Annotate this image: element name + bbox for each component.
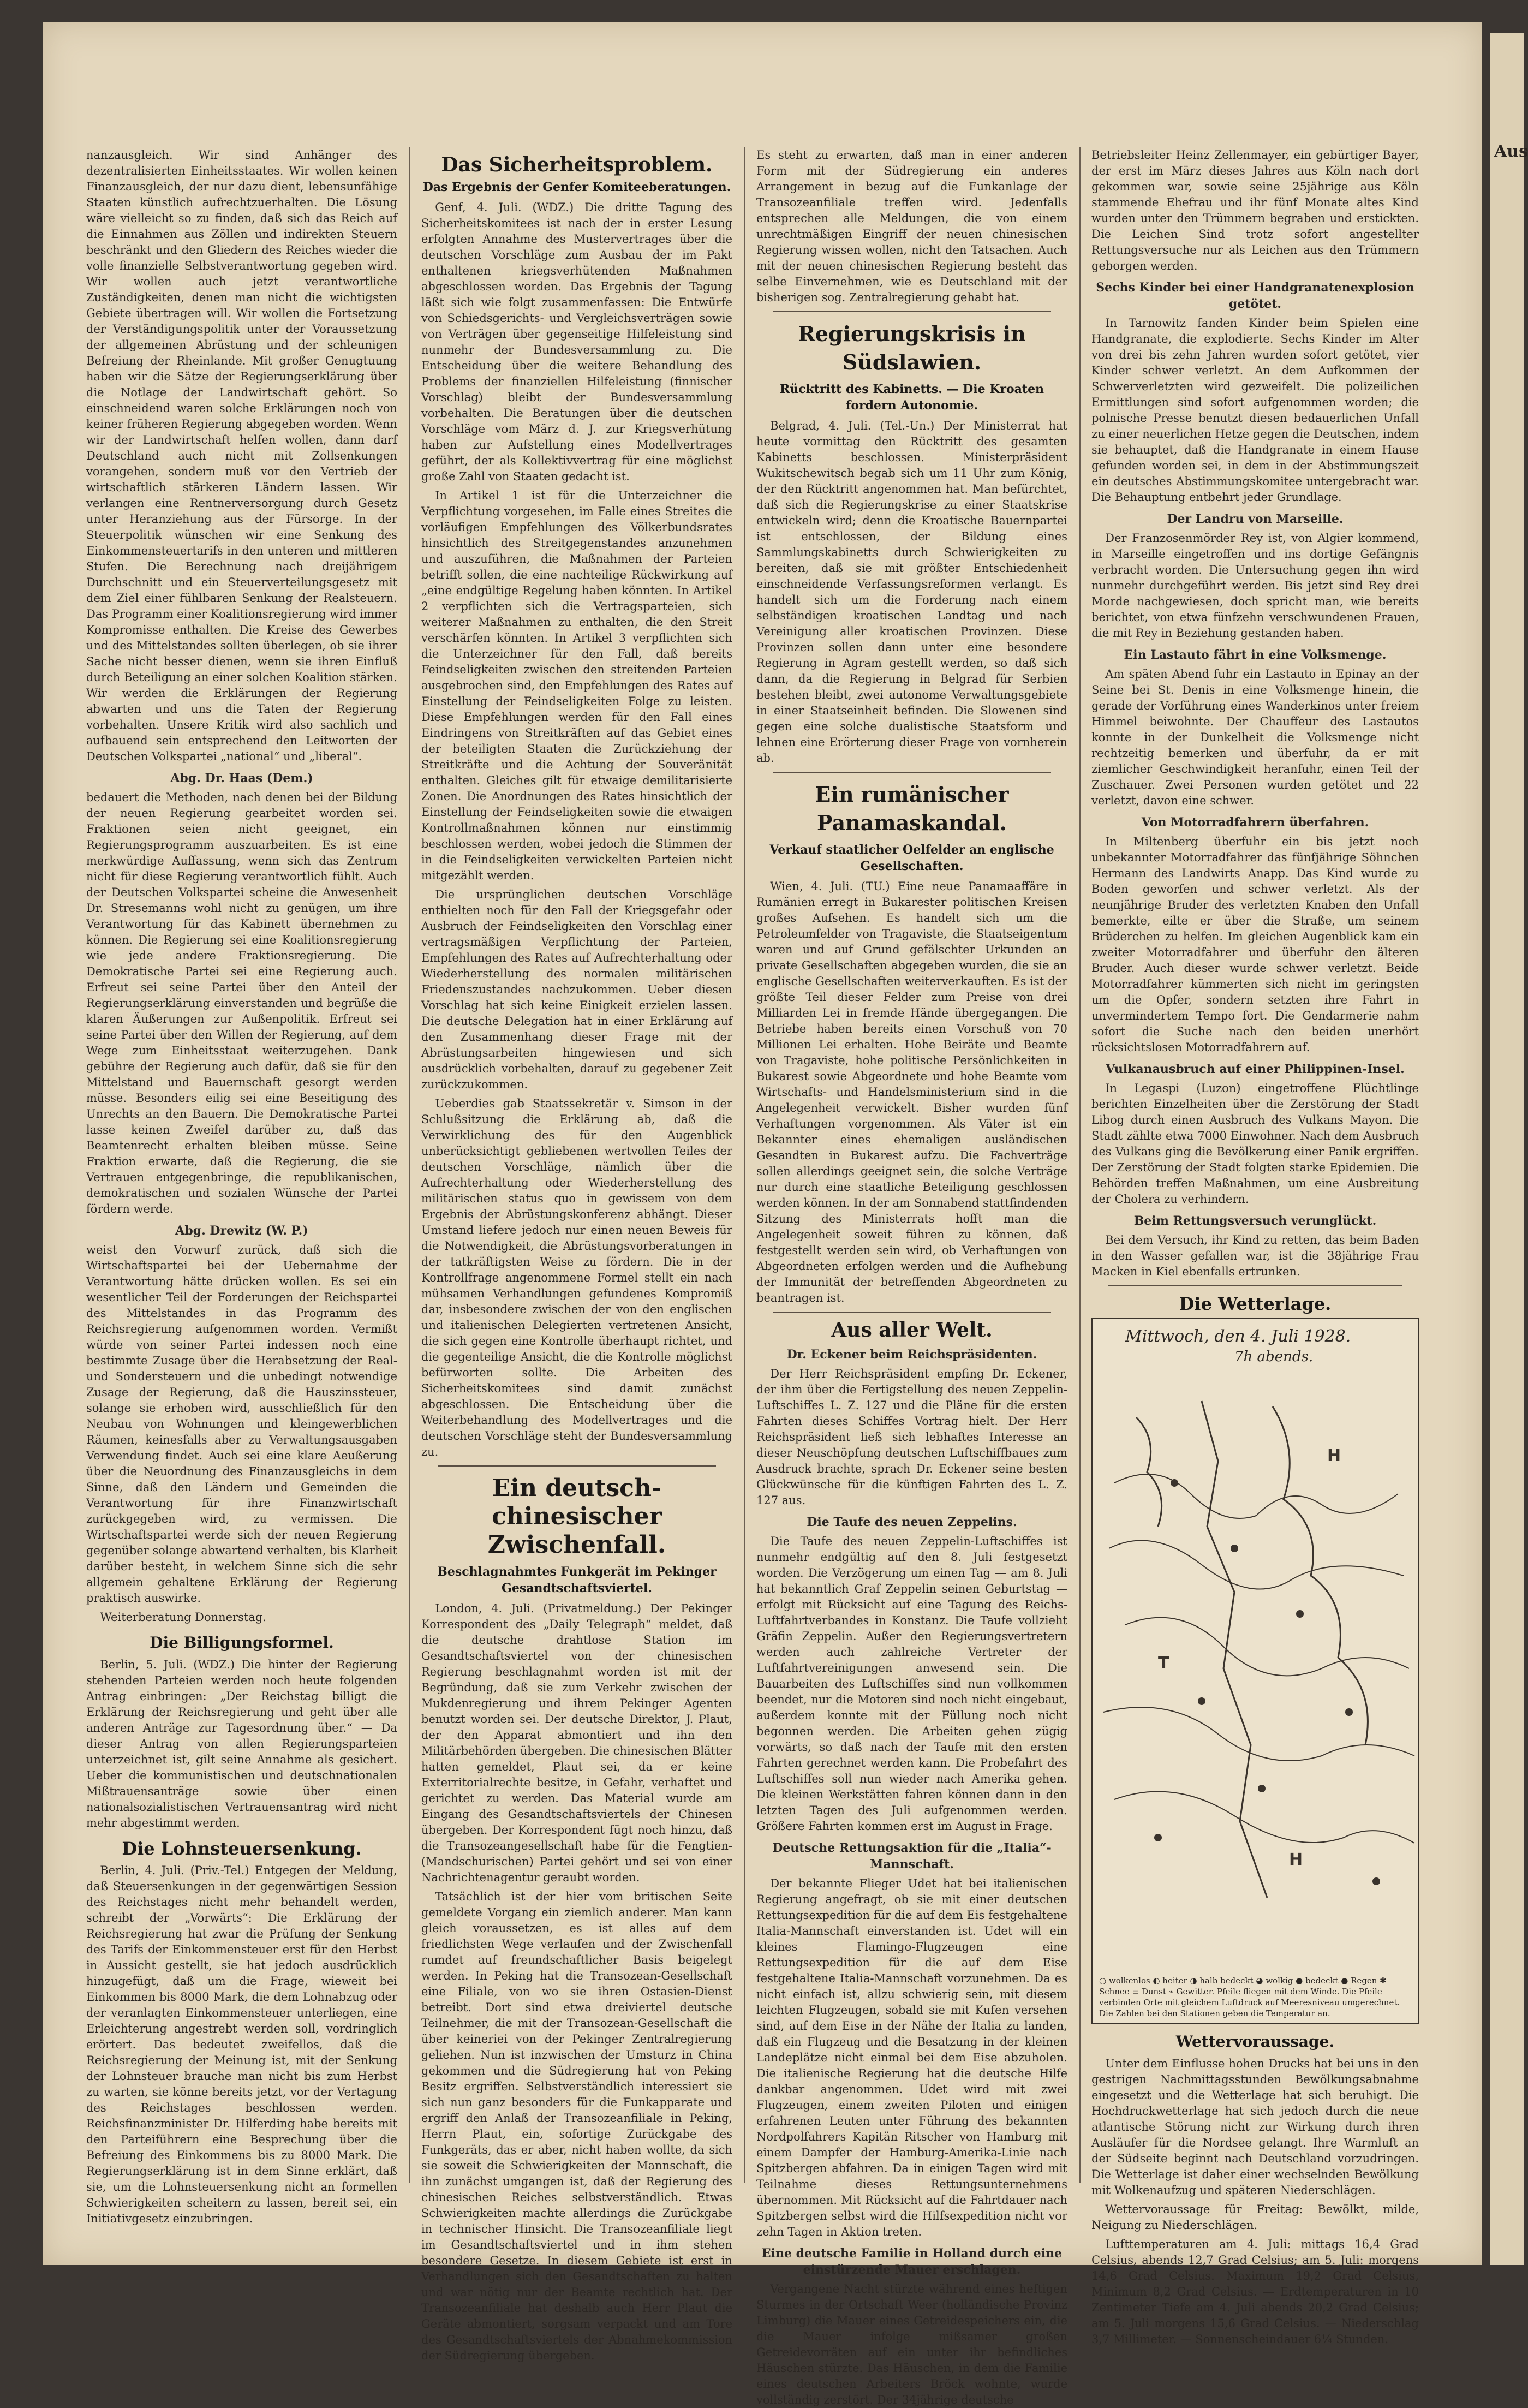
map-title: Mittwoch, den 4. Juli 1928.: [1125, 1327, 1351, 1346]
article-text: Unter dem Einflusse hohen Drucks hat bei uns in den gestrigen Nachmittagsstunden Bewölkungsabnahme eingesetzt und die Wetterlage hat sich beruhigt. Die Hochdruckwetterlage hat sich jedoch durch die neue atlantische Störung nicht zur Wirkung durch ihren Ausläufer für die Nordsee gelangt. Ihre Warmluft an der Südseite beginnt nach Deutschland vorzudringen. Die Wetterlage ist daher einer wechselnden Bewölkung mit Wolkenaufzug und späteren Niederschlägen.: [1091, 2057, 1419, 2197]
article-text: Der bekannte Flieger Udet hat bei italienischen Regierung angefragt, ob sie mit einer deutschen Rettungsexpedition für die auf dem Eis festgehaltene Italia-Mannschaft einverstanden ist. Udet will ein kleines Flamingo-Flugzeugen eine Rettungsexpedition für die auf dem Eise festgehaltene Italia-Mannschaft vorzunehmen. Da es nicht einfach ist, allzu schwierig sein, mit diesem leichten Flugzeugen, sobald sie mit Kufen versehen sind, auf dem Eise in der Nähe der Italia zu landen, daß ein Flugzeug und die Besatzung in der kleinen Landeplätze nicht einmal bei dem Eise abzuholen. Die italienische Regierung hat die deutsche Hilfe dankbar angenommen. Udet wird mit zwei Flugzeugen, einem zweiten Piloten und einigen erfahrenen Leuten unter Führung des bekannten Nordpolfahrers Kapitän Ritscher von Hamburg mit einem Dampfer der Hamburg-Amerika-Linie nach Spitzbergen abfahren. Da in einigen Tagen wird mit Teilnahme dieses Rettungsunternehmens übernommen. Mit Rücksicht auf die Fahrtdauer nach Spitzbergen selbst wird die Hilfsexpedition nicht vor zehn Tagen in Aktion treten.: [756, 1877, 1067, 2238]
news-heading: Dr. Eckener beim Reichspräsidenten.: [786, 1348, 1037, 1362]
news-heading: Der Landru von Marseille.: [1167, 512, 1344, 526]
news-heading: Vulkanausbruch auf einer Philippinen-Insel.: [1106, 1062, 1405, 1076]
article-text: In Miltenberg überfuhr ein bis jetzt noch unbekannter Motorradfahrer das fünfjährige Söhnchen Hermann des Landwirts Anapp. Das Kind wurde zu Boden geworfen und schwer verletzt. Als der neunjährige Bruder des verletzten Knaben den Unfall bemerkte, eilte er über die Straße, um seinem Brüderchen zu helfen. Im gleichen Augenblick kam ein zweiter Motorradfahrer und überfuhr den älteren Bruder. Auch dieser wurde schwer verletzt. Beide Motorradfahrer kümmerten sich nicht im geringsten um die Opfer, sondern setzten ihre Fahrt in unvermindertem Tempo fort. Die Gendarmerie nahm sofort die Suche nach den beiden unerhört rücksichtslosen Motorradfahrern auf.: [1091, 835, 1419, 1054]
news-heading: Von Motorradfahrern überfahren.: [1141, 815, 1369, 830]
section-headline: Aus aller Welt.: [831, 1319, 993, 1342]
article-text: Genf, 4. Juli. (WDZ.) Die dritte Tagung des Sicherheitskomitees ist nach der in erster Lesung erfolgten Annahme des Mustervertrages über die deutschen Vorschläge zum Ausbau der im Pakt enthaltenen kriegsverhütenden Maßnahmen abgeschlossen worden. Das Ergebnis der Tagung läßt sich wie folgt zusammenfassen: Die Entwürfe von Schiedsgerichts- und Vergleichsverträgen sowie von Verträgen über gegenseitige Hilfeleistung sind nunmehr der Bundesversammlung zu. Die Entscheidung über die weitere Behandlung des Problems der finanziellen Hilfeleistung (finnischer Vorschlag) bleibt der Bundesversammlung vorbehalten. Die Beratungen über die deutschen Vorschläge vom März d. J. zur Kriegsverhütung haben zur Aufstellung eines Modellvertrages geführt, der als Kollektivvertrag für eine möglichst große Zahl von Staaten gedacht ist.: [421, 201, 732, 483]
map-low-marker: T: [1158, 1654, 1169, 1673]
divider: [1108, 1285, 1402, 1286]
divider: [773, 311, 1051, 312]
news-heading: Sechs Kinder bei einer Handgranatenexplosion getötet.: [1096, 281, 1414, 311]
column-4: [1091, 147, 1419, 2346]
column-rule: [1079, 147, 1081, 2183]
article-text: Tatsächlich ist der hier vom britischen Seite gemeldete Vorgang ein ziemlich anderer. Man kann gleich voraussetzen, es ist alles auf dem friedlichsten Wege verlaufen und der Zwischenfall rumdet auf freundschaftlicher Basis beigelegt werden. In Peking hat die Transozean-Gesellschaft eine Filiale, von wo sie ihren Ostasien-Dienst betreibt. Dort sind etwa dreiviertel deutsche Teilnehmer, die mit der Transozean-Gesellschaft die über keineriei von der Pekinger Zentralregierung geliehen. Nun ist inzwischen der Umsturz in China gekommen und die Südregierung hat von Peking Besitz ergriffen. Selbstverständlich interessiert sie sich nun ganz besonders für die Funkapparate und ergriff den Anlaß der Transozeanfiliale in Peking, Herrn Plaut, ein, sofortige Zurückgabe des Funkgeräts, das er aber, nicht haben wollte, da sich sie soweit die Schwierigkeiten der Mannschaft, die ihn zunächst umgangen ist, daß der Regierung des chinesischen Reiches selbstverständlich. Etwas Schwierigkeiten machte allerdings die Zurückgabe in technischer Hinsicht. Die Transozeanfiliale liegt im Gesandtschaftsviertel und in ihm stehen besondere Gesetze. In diesem Gebiete ist erst in Verhandlungen sich den Gesandtschaften zu halten und war nötig nur der Beamte rechtlich hat. Der Transozeanfiliale hat deshalb auch Herr Plaut die Geräte abmontiert, sorgsam verpackt und am Tore des Gesandtschaftsviertels der Abnahmekommission der Südregierung übergeben.: [421, 1890, 732, 2362]
article-text: Betriebsleiter Heinz Zellenmayer, ein gebürtiger Bayer, der erst im März dieses Jahres aus Köln nach dort gekommen war, sowie seine 25jährige aus Köln stammende Ehefrau und ihr fünf Monate altes Kind wurden unter den Trümmern begraben und erstickten. Die Leichen Sind trotz sofort angestellter Rettungsversuche nur als Leichen aus den Trümmern geborgen werden.: [1091, 148, 1419, 272]
column-2: [421, 147, 732, 2362]
article-text: weist den Vorwurf zurück, daß sich die Wirtschaftspartei bei der Uebernahme der Verantwortung hätte drücken wollen. Es sei ein wesentlicher Teil der Forderungen der Reichspartei des Mittelstandes in das Programm des Reichsregierung aufgenommen worden. Vermißt würde von seiner Partei indessen noch eine bestimmte Zusage über die Herabsetzung der Real- und Sondersteuern und die unbedingt notwendige Zusage der Regierung, daß die Hauszinssteuer, solange sie erhoben wird, ausschließlich für den Neubau von Wohnungen und kleingewerblichen Räumen, keinesfalls aber zu Verwaltungsausgaben Verwendung findet. Auch sei eine klare Aeußerung über die Neuordnung des Finanzausgleichs in dem Sinne, daß den Ländern und Gemeinden die Verantwortung für ihre Finanzwirtschaft zurückgegeben wird, zu vermissen. Die Wirtschaftspartei werde sich der neuen Regierung gegenüber solange abwartend verhalten, bis Klarheit darüber besteht, in welchem Sinne sich die sehr allgemein gehaltene Erklärung der Regierung praktisch auswirke.: [86, 1243, 397, 1605]
article-text: Ueberdies gab Staatssekretär v. Simson in der Schlußsitzung die Erklärung ab, daß die Verwirklichung des für den Augenblick unberücksichtigt gebliebenen wertvollen Teiles der deutschen Vorschläge, nämlich über die Aufrechterhaltung oder Wiederherstellung des militärischen status quo in gewissem von dem Ergebnis der Abrüstungskonferenz abhängt. Dieser Umstand liefere jedoch nur einen neuen Beweis für die Notwendigkeit, die Abrüstungsvorberatungen in der tatkräftigsten Weise zu fördern. Die in der Kontrollfrage angenommene Formel stellt ein nach mühsamen Verhandlungen gefundenes Kompromiß dar, insbesondere zwischen der von den englischen und italienischen Delegierten vertretenen Ansicht, die sich gegen eine Kontrolle überhaupt richtet, und die gegenteilige Ansicht, die die Kontrolle möglichst befürworten sollte. Die Arbeiten des Sicherheitskomitees sind damit zunächst abgeschlossen. Die Entscheidung über die Weiterbehandlung des Modellvertrages und die deutschen Vorschläge steht der Bundesversammlung zu.: [421, 1097, 732, 1458]
map-high-marker: H: [1289, 1850, 1303, 1869]
divider: [773, 1312, 1051, 1313]
article-text: Der Herr Reichspräsident empfing Dr. Eckener, der ihm über die Fertigstellung des neuen Zeppelin-Luftschiffes L. Z. 127 und die Pläne für die ersten Fahrten dieses Schiffes Vortrag hielt. Der Herr Reichspräsident ließ sich lebhaftes Interesse an dieser Neuschöpfung deutschen Luftschiffbaues zum Ausdruck brachte, sprach Dr. Eckener seine besten Glückwünsche für die künftigen Fahrten des L. Z. 127 aus.: [756, 1367, 1067, 1507]
speaker-heading: Abg. Drewitz (W. P.): [175, 1224, 308, 1238]
news-heading: Deutsche Rettungsaktion für die „Italia“-Mannschaft.: [772, 1841, 1052, 1871]
article-text: Berlin, 5. Juli. (WDZ.) Die hinter der Regierung stehenden Parteien werden noch heute folgenden Antrag einbringen: „Der Reichstag billigt die Erklärung der Reichsregierung und geht über alle anderen Anträge zur Tagesordnung über.“ — Da dieser Antrag von allen Regierungsparteien unterzeichnet ist, gilt seine Annahme als gesichert. Ueber die kommunistischen und deutschnationalen Mißtrauensanträge sowie über einen nationalsozialistischen Vertrauensantrag wird nicht mehr abgestimmt werden.: [86, 1658, 397, 1829]
news-heading: Ein Lastauto fährt in eine Volksmenge.: [1124, 648, 1387, 662]
map-subtitle: 7h abends.: [1234, 1349, 1314, 1365]
article-subheadline: Beschlagnahmtes Funkgerät im Pekinger Gesandtschaftsviertel.: [437, 1565, 717, 1595]
article-text: Die ursprünglichen deutschen Vorschläge enthielten noch für den Fall der Kriegsgefahr oder Ausbruch der Feindseligkeiten den Vorschlag einer vertragsmäßigen Verpflichtung der Parteien, Empfehlungen des Rates auf Aufrechterhaltung oder Wiederherstellung des normalen militärischen Friedenszustandes nachzukommen. Ueber diesen Vorschlag hat sich keine Einigkeit erzielen lassen. Die deutsche Delegation hat in einer Erklärung auf den Zusammenhang dieser Frage mit der Abrüstungsarbeiten hingewiesen und sich ausdrücklich vorbehalten, darauf zu gegebener Zeit zurückzukommen.: [421, 888, 732, 1091]
article-text: London, 4. Juli. (Privatmeldung.) Der Pekinger Korrespondent des „Daily Telegraph“ meldet, daß die deutsche drahtlose Station im Gesandtschaftsviertel von der chinesischen Regierung beschlagnahmt worden ist mit der Begründung, daß sie zum Verkehr zwischen der Mukdenregierung und ihrem Pekinger Agenten benutzt worden sei. Der deutsche Direktor, J. Plaut, der den Apparat abmontiert und ihn den Militärbehörden übergeben. Die chinesischen Blätter hatten gemeldet, Plaut sei, da er keine Exterritorialrechte besitze, in Gefahr, verhaftet und gerichtet zu werden. Das Material wurde am Eingang des Gesandtschaftsviertels der Chinesen übergeben. Der Korrespondent fügt noch hinzu, daß die Transozeangesellschaft habe für die Fengtien- (Mandschurischen) Partei gehört und sei von einer Nachrichtenagentur geraubt worden.: [421, 1602, 732, 1884]
article-text: Die Taufe des neuen Zeppelin-Luftschiffes ist nunmehr endgültig auf den 8. Juli festgesetzt worden. Die Verzögerung um einen Tag — am 8. Juli hat bekanntlich Graf Zeppelin seinen Geburtstag — erfolgt mit Rücksicht auf eine Tagung des Reichs-Luftfahrtverbandes in Konstanz. Die Taufe vollzieht Gräfin Zeppelin. Außer den Regierungsvertretern werden auch zahlreiche Vertreter der Luftfahrtvereinigungen anwesend sein. Die Bauarbeiten des Luftschiffes sind nun vollkommen beendet, nur die Motoren sind noch nicht eingebaut, außerdem konnte mit der Füllung noch nicht begonnen werden. Die Arbeiten gehen zügig vorwärts, so daß nach der Taufe mit den ersten Fahrten gerechnet werden kann. Die Probefahrt des Luftschiffes soll nun wieder nach Amerika gehen. Die kleinen Werkstätten fahren können dann in den letzten Tagen des Juli aufgenommen werden. Größere Fahrten kommen erst im August in Frage.: [756, 1535, 1067, 1833]
news-heading: Eine deutsche Familie in Holland durch eine einstürzende Mauer erschlagen.: [761, 2246, 1063, 2277]
divider: [438, 1465, 716, 1467]
article-text: In Artikel 1 ist für die Unterzeichner die Verpflichtung vorgesehen, im Falle eines Streites die vorläufigen Empfehlungen des Völkerbundsrates hinsichtlich des Streitgegenstandes anzunehmen und auszuführen, die Maßnahmen der Parteien betrifft sollen, die eine nachteilige Rückwirkung auf „eine endgültige Regelung haben könnten. In Artikel 2 verpflichten sich die Vertragsparteien, sich weiterer Maßnahmen zu enthalten, die den Streit verschärfen könnten. In Artikel 3 verpflichten sich die Unterzeichner für den Fall, daß bereits Feindseligkeiten zwischen den streitenden Parteien ausgebrochen sind, den Empfehlungen des Rates auf Einstellung der Feindseligkeiten Folge zu leisten. Diese Empfehlungen werden für den Fall eines Eindringens von Streitkräften auf das Gebiet eines der beteiligten Staaten die Zurückziehung der Streitkräfte und die Achtung der Souveränität enthalten. Gleiches gilt für etwaige demilitarisierte Zonen. Die Anordnungen des Rates hinsichtlich der Einstellung der Feindseligkeiten sowie die etwaigen Kontrollmaßnahmen können nur einstimmig beschlossen werden, wobei jedoch die Stimmen der in die Feindseligkeiten verwickelten Parteien nicht mitgezählt werden.: [421, 489, 732, 882]
article-subheadline: Verkauf staatlicher Oelfelder an englische Gesellschaften.: [769, 843, 1054, 873]
article-subheadline: Das Ergebnis der Genfer Komiteeberatungen.: [422, 180, 731, 194]
article-text: Berlin, 4. Juli. (Priv.-Tel.) Entgegen der Meldung, daß Steuersenkungen in der gegenwärtigen Session des Reichstages nicht mehr behandelt werden, schreibt der „Vorwärts“: Die Erklärung der Reichsregierung hat zwar die Prüfung der Senkung des Tarifs der Einkommensteuer erst für den Herbst in Aussicht gestellt, sie hat jedoch ausdrücklich hinzugefügt, daß um die Frage, wieweit bei Einkommen bis 8000 Mark, die dem Lohnabzug oder der veranlagten Einkommensteuer unterliegen, eine Erleichterung angestrebt werden soll, vordringlich erörtert. Das bedeutet zweifellos, daß die Reichsregierung der Meinung ist, mit der Senkung der Lohnsteuer brauche man nicht bis zum Herbst zu warten, sie könne bereits jetzt, vor der Vertagung des Reichstages beschlossen werden. Reichsfinanzminister Dr. Hilferding habe bereits mit den Parteiführern eine Besprechung über die Befreiung des Einkommens bis zu 8000 Mark. Die Regierungserklärung ist in dem Sinne erklärt, daß sie, um die Lohnsteuersenkung nicht an formellen Schwierigkeiten scheitern zu lassen, bereit sei, ein Initiativgesetz einzubringen.: [86, 1864, 397, 2225]
article-headline: Ein deutsch-chinesischer Zwischenfall.: [487, 1474, 666, 1559]
weather-map: [1091, 1318, 1419, 2024]
article-headline: Die Lohnsteuersenkung.: [122, 1838, 362, 1859]
column-rule: [744, 147, 745, 2183]
article-text: Der Franzosenmörder Rey ist, von Algier kommend, in Marseille eingetroffen und ins dortige Gefängnis verbracht worden. Die Untersuchung gegen ihn wird nunmehr durchgeführt werden. Bis jetzt sind Rey drei Morde nachgewiesen, doch spricht man, wie bereits berichtet, von etwa fünfzehn verschwundenen Frauen, die mit Rey in Beziehung gestanden haben.: [1091, 532, 1419, 640]
article-text: Belgrad, 4. Juli. (Tel.-Un.) Der Ministerrat hat heute vormittag den Rücktritt des gesamten Kabinetts beschlossen. Ministerpräsident Wukitschewitsch begab sich um 11 Uhr zum König, der den Rücktritt angenommen hat. Man befürchtet, daß sich die Regierungskrise zu einer Staatskrise entwickeln wird; denn die Kroatische Bauernpartei ist entschlossen, der Bildung eines Sammlungskabinetts durch Schwierigkeiten zu bereiten, daß sie mit größter Entschiedenheit einschneidende Verfassungsreformen verlangt. Es handelt sich um die Forderung nach einem selbständigen kroatischen Landtag und nach Vereinigung aller kroatischen Provinzen. Diese Provinzen sollen dann unter eine besondere Regierung in Agram gestellt werden, so daß sich dann, da die Regierung in Belgrad für Serbien bestehen bleibt, zwei autonome Verwaltungsgebiete in einer Staatseinheit befinden. Die Slowenen sind gegen eine solche dualistische Staatsform und lehnen eine Erörterung dieser Frage von vornherein ab.: [756, 419, 1067, 765]
map-high-marker: H: [1327, 1446, 1341, 1465]
column-rule: [409, 147, 410, 2183]
map-legend: ○ wolkenlos ◐ heiter ◑ halb bedeckt ◕ wolkig ● bedeckt ● Regen ✱ Schnee ≡ Dunst ⌁ Gewitter. Pfeile fliegen mit dem Winde. Die Pfeile verbinden Orte mit gleichem Luftdruck auf Meeresniveau umgerechnet. Die Zahlen bei den Stationen geben die Temperatur an.: [1099, 1976, 1400, 2018]
article-text: In Legaspi (Luzon) eingetroffene Flüchtlinge berichten Einzelheiten über die Zerstörung der Stadt Libog durch einen Ausbruch des Vulkans Mayon. Die Stadt zählte etwa 7000 Einwohner. Nach dem Ausbruch des Vulkans ging die Bevölkerung einer Panik ergriffen. Der Zerstörung der Stadt folgten starke Epidemien. Die Behörden treffen Maßnahmen, um eine Ausbreitung der Cholera zu verhindern.: [1091, 1082, 1419, 1206]
speaker-heading: Abg. Dr. Haas (Dem.): [170, 771, 313, 785]
article-headline: Das Sicherheitsproblem.: [441, 153, 713, 176]
article-text: In Tarnowitz fanden Kinder beim Spielen eine Handgranate, die explodierte. Sechs Kinder im Alter von drei bis zehn Jahren wurden sofort getötet, vier Kinder schwer verletzt. An dem Aufkommen der Schwerverletzten wird gezweifelt. Die polizeilichen Ermittlungen sind sofort aufgenommen worden; die polnische Presse benutzt diesen bedauerlichen Unfall zu einer neuerlichen Hetze gegen die Deutschen, indem sie behauptet, daß die Handgranate in einem Hause gefunden worden sei, in dem in der Abstimmungszeit ein deutsches Abstimmungskomitee untergebracht war. Die Behauptung entbehrt jeder Grundlage.: [1091, 317, 1419, 504]
newspaper-page: [43, 22, 1482, 2406]
article-text: Lufttemperaturen am 4. Juli: mittags 16,4 Grad Celsius, abends 12,7 Grad Celsius; am 5. Juli: morgens 14,6 Grad Celsius. Maximum 19,2 Grad Celsius, Minimum 8,2 Grad Celsius. — Erdtemperaturen in 10 Zentimeter Tiefe am 4. Juli abends 20,2 Grad Celsius; am 5. Juli morgens 15,6 Grad Celsius. — Niederschlag 3,7 Millimeter. — Sonnenscheindauer 6¼ Stunden.: [1091, 2238, 1419, 2346]
article-text: Am späten Abend fuhr ein Lastauto in Epinay an der Seine bei St. Denis in eine Volksmenge hinein, die gerade der Vorführung eines Wanderkinos unter freiem Himmel beiwohnte. Der Chauffeur des Lastautos konnte in der Dunkelheit die Volksmenge nicht rechtzeitig bemerken und überfuhr, da er mit ziemlicher Geschwindigkeit heranfuhr, einen Teil der Zuschauer. Zwei Personen wurden getötet und 22 verletzt, davon eine schwer.: [1091, 667, 1419, 807]
article-text: Es steht zu erwarten, daß man in einer anderen Form mit der Südregierung ein anderes Arrangement in bezug auf die Funkanlage der Transozeanfiliale treffen wird. Jedenfalls entsprechen alle Meldungen, die von einem unrechtmäßigen Eingriff der neuen chinesischen Regierung wissen wollen, nicht den Tatsachen. Auch mit der neuen chinesischen Regierung besteht das selbe Einvernehmen, wie es Deutschland mit der bisherigen sog. Zentralregierung gehabt hat.: [756, 148, 1067, 304]
article-text: Bei dem Versuch, ihr Kind zu retten, das beim Baden in den Wasser gefallen war, ist die 38jährige Frau Macken in Kiel ebenfalls ertrunken.: [1091, 1233, 1419, 1278]
article-text: Wettervoraussage für Freitag: Bewölkt, milde, Neigung zu Niederschlägen.: [1091, 2203, 1419, 2232]
article-text: Wien, 4. Juli. (TU.) Eine neue Panamaaffäre in Rumänien erregt in Bukarester politischen Kreisen großes Aufsehen. Es handelt sich um die Petroleumfelder von Tragaviste, die Staatseigentum waren und auf Grund gefälschter Urkunden an private Gesellschaften abgegeben wurden, die sie an englische Gesellschaften weiterverkauften. Es ist der größte Teil dieser Felder zum Preise von drei Milliarden Lei in fremde Hände übergegangen. Die Betriebe haben bereits einen Vorschuß von 70 Millionen Lei erhalten. Hohe Beiräte und Beamte von Tragaviste, hohe politische Persönlichkeiten in Bukarest sowie Abgeordnete und hohe Beamte vom Wirtschafts- und Handelsministerium sind in die Angelegenheit verwickelt. Bisher wurden fünf Verhaftungen vorgenommen. Als Väter ist ein Bekannter eines ehemaligen ausländischen Gesandten in Bukarest aufzu. Die Fachverträge sollen allerdings geeignet sein, die solche Verträge nur durch eine staatliche Beteiligung geschlossen werden können. In der am Sonnabend stattfindenden Sitzung des Ministerrats hofft man die Angelegenheit soweit führen zu können, daß festgestellt werden sein wird, ob Verhaftungen von Abgeordneten erfolgen werden und die Aufhebung der Immunität der betreffenden Abgeordneten zu beantragen ist.: [756, 880, 1067, 1304]
forecast-headline: Wettervoraussage.: [1175, 2033, 1335, 2051]
weather-headline: Die Wetterlage.: [1179, 1294, 1332, 1314]
news-heading: Beim Rettungsversuch verunglückt.: [1133, 1214, 1377, 1228]
article-subheadline: Rücktritt des Kabinetts. — Die Kroaten fordern Autonomie.: [779, 382, 1044, 413]
article-headline: Die Billigungsformel.: [150, 1634, 334, 1652]
article-text: bedauert die Methoden, nach denen bei der Bildung der neuen Regierung gearbeitet worden sei. Fraktionen seien nicht geeignet, ein Regierungsprogramm auszuarbeiten. Es ist eine merkwürdige Auffassung, wenn sich das Zentrum nicht für diese Regierung verantwortlich fühlt. Auch der Deutschen Volkspartei scheine die Anwesenheit Dr. Stresemanns wohl nicht zu genügen, um ihre Verantwortung für das Kabinett übernehmen zu können. Die Regierung sei eine Koalitionsregierung wie jede andere Fraktionsregierung. Die Demokratische Partei sei eine Regierung auch. Erfreut sei seine Partei über den Anteil der Regierungserklärung einverstanden und begrüße die klaren Äußerungen zur Außenpolitik. Erfreut sei seine Partei über den Willen der Regierung, auf dem Wege zum Einheitsstaat weiterzugehen. Dank gebühre der Regierung auch dafür, daß sie für den Mittelstand und Bauernschaft gesorgt werden müsse. Besonders eilig sei eine Beseitigung des Unrechts an den Bauern. Die Demokratische Partei lasse keinen Zweifel darüber zu, daß das Beamtenrecht erhalten bleiben müsse. Seine Fraktion erwarte, daß die Regierung, die sie Vertrauen entgegenbringe, die republikanischen, demokratischen und sozialen Wünsche der Partei fördern werde.: [86, 791, 397, 1215]
article-text: Weiterberatung Donnerstag.: [100, 1611, 266, 1624]
article-text: Vergangene Nacht stürzte während eines heftigen Sturmes in der Ortschaft Weer (holländische Provinz Limburg) die Mauer eines Getreidespeichers ein, die die Mauer infolge mißsamer großen Getreidevorräten auf ein unter ihr befindliches Häuschen stürzte. Das Häuschen, in dem die Familie eines deutschen Arbeiters Bröck wohnte, wurde vollständig zerstört. Der 34jährige deutsche: [756, 2282, 1067, 2406]
article-text: nanzausgleich. Wir sind Anhänger des dezentralisierten Einheitsstaates. Wir wollen keinen Finanzausgleich, der nur dazu dient, lebensunfähige Staaten künstlich aufrechtzuerhalten. Die Lösung wäre vielleicht so zu finden, daß sich das Reich auf die Einnahmen aus Zöllen und indirekten Steuern beschränkt und den Gliedern des Reiches wieder die volle finanzielle Selbstverantwortung gegeben wird. Wir wollen auch jetzt verantwortliche Zuständigkeiten, denen man nicht die wichtigsten Gebiete übertragen will. Wir wollen die Fortsetzung der Verständigungspolitik unter der Voraussetzung der allgemeinen Abrüstung und der schleunigen Befreiung der Rheinlande. Mit großer Genugtuung haben wir die Sätze der Regierungserklärung über die Notlage der Landwirtschaft gehört. So einschneidend waren solche Erklärungen noch von keiner früheren Regierung abgegeben worden. Wenn wir der Landwirtschaft helfen wollen, dann darf Deutschland auch nicht mit Zollsenkungen vorangehen, sondern muß vor den Vertrieb der wirtschaftlich stärkeren Ländern lassen. Wir verlangen eine Rentnerversorgung durch Gesetz unter Heranziehung aus der Fürsorge. In der Steuerpolitik wünschen wir eine Senkung des Einkommensteuertarifs in den unteren und mittleren Stufen. Die Berechnung nach dreijährigem Durchschnitt und ein Steuerverteilungsgesetz mit dem Ziel einer fühlbaren Senkung der Realsteuern. Das Programm einer Koalitionsregierung wird immer Kompromisse enthalten. Die Kreise des Gewerbes und des Mittelstandes sollten überlegen, ob sie ihrer Sache nicht besser dienen, wenn sie ihren Einfluß durch Beteiligung an einer solchen Koalition stärken. Wir werden die Erklärungen der Regierung abwarten und uns die Taten der Regierung vorbehalten. Unsere Kritik wird also sachlich und aufbauend sein entsprechend den Leitworten der Deutschen Volkspartei „national“ und „liberal“.: [86, 148, 397, 763]
column-3: [756, 147, 1067, 2406]
adjacent-page-label: Aus: [1494, 142, 1528, 161]
divider: [773, 772, 1051, 773]
weather-map-drawing: [1093, 1319, 1418, 1974]
news-heading: Die Taufe des neuen Zeppelins.: [807, 1515, 1017, 1529]
article-headline: Regierungskrisis in Südslawien.: [798, 321, 1026, 374]
article-headline: Ein rumänischer Panamaskandal.: [815, 782, 1009, 835]
column-1: [86, 147, 397, 2225]
adjacent-page-edge: [1490, 33, 1528, 2265]
